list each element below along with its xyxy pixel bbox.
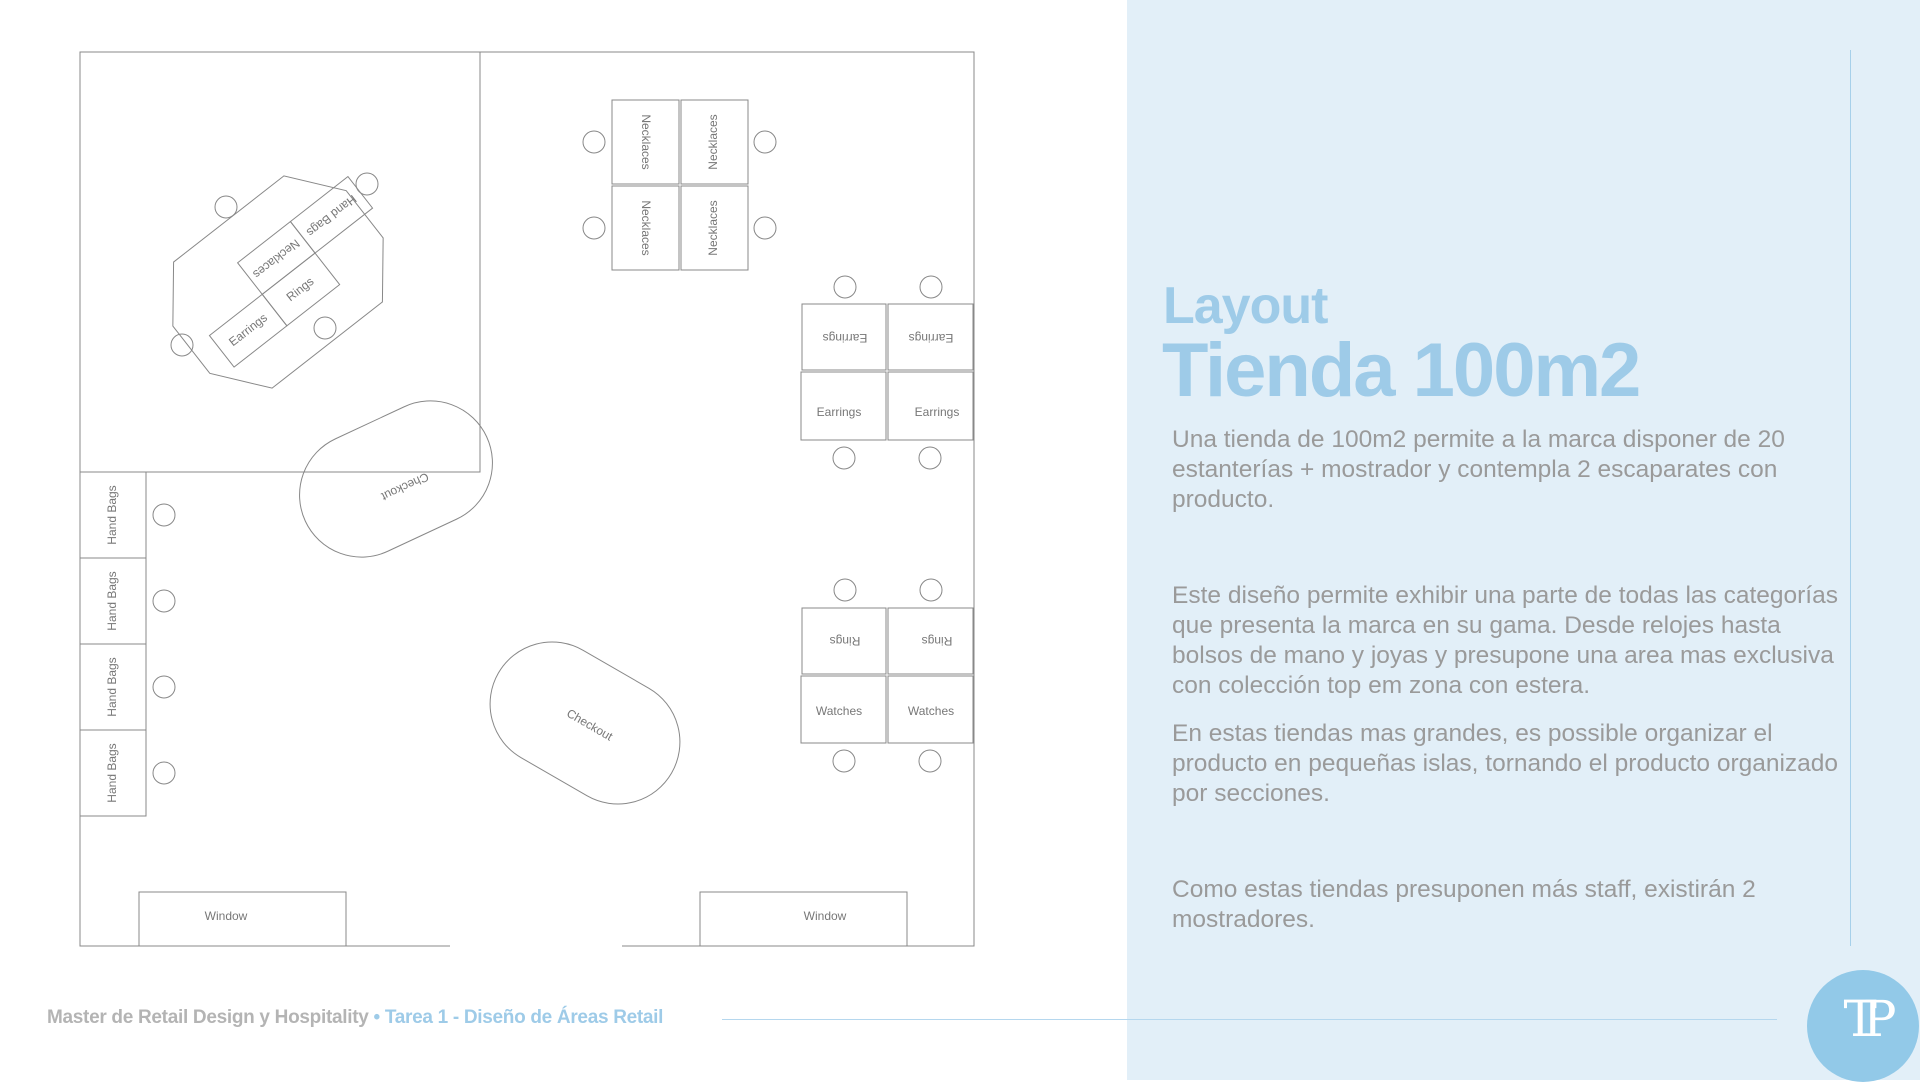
checkout-counter-1 (279, 381, 513, 578)
stool (754, 131, 776, 153)
hand-bags-label: Hand Bags (105, 743, 120, 803)
earrings-label: Earrings (816, 405, 862, 420)
necklaces-label: Necklaces (638, 114, 653, 170)
hand-bags-label: Hand Bags (105, 485, 120, 545)
stool (833, 447, 855, 469)
island-label-rings: Rings (283, 274, 317, 305)
stool (314, 317, 336, 339)
checkout-label: Checkout (379, 469, 432, 504)
stool (919, 447, 941, 469)
floor-plan (0, 0, 1000, 960)
footer-divider-line (722, 1019, 1777, 1020)
page-title: Tienda 100m2 (1162, 328, 1640, 413)
watches-label: Watches (815, 704, 863, 719)
window-label: Window (803, 909, 847, 924)
stool (153, 590, 175, 612)
earrings-label: Earrings (822, 330, 868, 345)
stool (153, 676, 175, 698)
checkout-counter-2 (467, 619, 702, 826)
footer-task: Tarea 1 - Diseño de Áreas Retail (384, 1007, 664, 1028)
rings-label: Rings (829, 633, 861, 648)
stool (834, 579, 856, 601)
earrings-label: Earrings (914, 405, 960, 420)
stool (919, 750, 941, 772)
stool (920, 276, 942, 298)
stool (583, 131, 605, 153)
footer-separator: • (368, 1007, 385, 1028)
outer-wall (80, 52, 974, 946)
footer-text (47, 1007, 663, 1029)
hand-bags-label: Hand Bags (105, 657, 120, 717)
paragraph-staff: Como estas tiendas presuponen más staff, existirán 2 mostradores. (1172, 876, 1756, 933)
stool (833, 750, 855, 772)
stool (215, 196, 237, 218)
stool (153, 504, 175, 526)
watches-label: Watches (907, 704, 955, 719)
jewelry-island (142, 145, 422, 413)
layout-subtitle: Layout (1163, 277, 1328, 335)
necklaces-label: Necklaces (638, 200, 653, 256)
footer-program: Master de Retail Design y Hospitality (47, 1007, 369, 1028)
earrings-label: Earrings (908, 330, 954, 345)
island-label-hand-bags: Hand Bags (303, 191, 360, 240)
necklaces-label: Necklaces (706, 114, 721, 170)
stool (153, 762, 175, 784)
stool (583, 217, 605, 239)
necklaces-label: Necklaces (706, 200, 721, 256)
paragraph-design: Este diseño permite exhibir una parte de todas las categorías que presenta la marca en su gama. Desde relojes hasta bolsos de mano y joyas y presupone una area mas exclusiva con colección top em zona con estera. (1172, 582, 1838, 699)
window-label: Window (204, 909, 248, 924)
hand-bags-label: Hand Bags (105, 571, 120, 631)
logo-monogram: TP (1843, 990, 1883, 1048)
stool (754, 217, 776, 239)
rings-label: Rings (921, 633, 953, 648)
island-label-necklaces: Necklaces (250, 236, 303, 282)
checkout-label: Checkout (564, 706, 616, 744)
paragraph-islands: En estas tiendas mas grandes, es possible organizar el producto en pequeñas islas, tornando el producto organizado por secciones. (1172, 720, 1839, 807)
stool (920, 579, 942, 601)
paragraph-intro: Una tienda de 100m2 permite a la marca disponer de 20 estanterías + mostrador y contempla 2 escaparates con producto. (1172, 426, 1785, 513)
panel-divider-line (1850, 50, 1851, 946)
stool (834, 276, 856, 298)
stool (356, 173, 378, 195)
island-label-earrings: Earrings (226, 310, 270, 350)
